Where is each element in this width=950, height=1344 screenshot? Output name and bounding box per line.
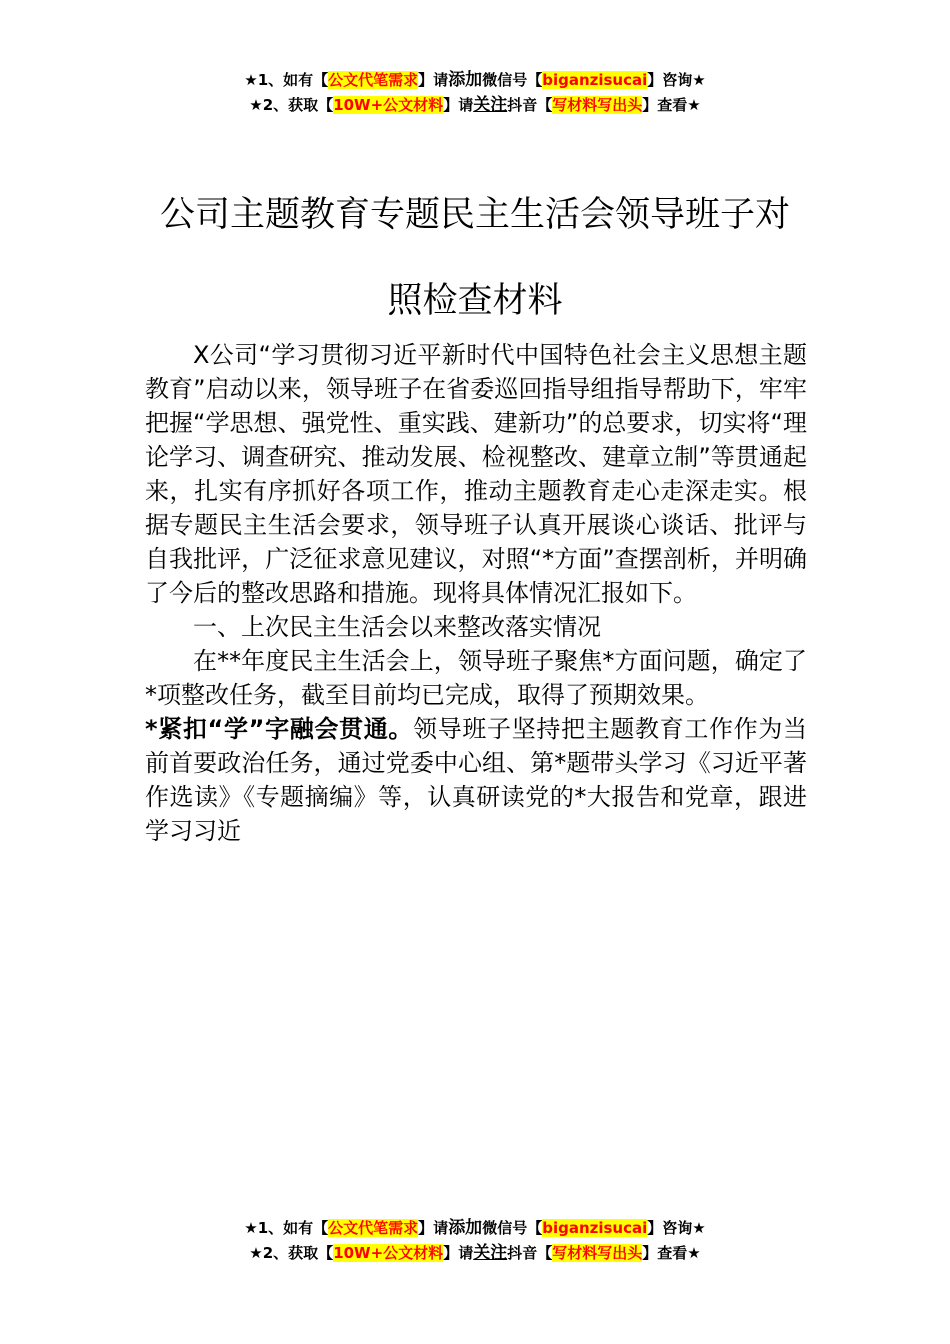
banner-highlight: biganzisucai xyxy=(542,1219,648,1237)
banner-text: ★2、获取【 xyxy=(249,96,334,114)
banner-text: 微信号【 xyxy=(482,71,543,89)
banner-highlight: 公文代笔需求 xyxy=(328,1219,419,1237)
banner-highlight: 公文代笔需求 xyxy=(328,71,419,89)
banner-line-2 xyxy=(0,93,950,118)
title-line-2: 照检查材料 xyxy=(387,281,563,321)
banner-highlight: 写材料写出头 xyxy=(552,96,643,114)
banner-line-1 xyxy=(0,68,950,93)
banner-emphasis: 添加 xyxy=(448,1218,483,1238)
banner-text: 】请 xyxy=(418,1219,449,1237)
document-body xyxy=(145,338,807,848)
paragraph-rectification: 在**年度民主生活会上，领导班子聚焦*方面问题，确定了*项整改任务，截至目前均已完成，取得了预期效果。 xyxy=(145,647,807,709)
footer-banner xyxy=(0,1216,950,1266)
banner-text: 】查看★ xyxy=(642,1244,701,1262)
paragraph-study xyxy=(145,712,807,848)
banner-text: 】咨询★ xyxy=(647,71,706,89)
banner-emphasis: 关注 xyxy=(473,95,508,115)
banner-text: ★1、如有【 xyxy=(244,71,329,89)
banner-text: 】咨询★ xyxy=(647,1219,706,1237)
paragraph-text: 领导班子坚持把主题教育工作作为当前首要政治任务，通过党委中心组、第*题带头学习《习近平著作选读》《专题摘编》等，认真研读党的*大报告和党章，跟进学习习近 xyxy=(145,715,808,845)
banner-text: 抖音【 xyxy=(507,96,553,114)
banner-text: ★1、如有【 xyxy=(244,1219,329,1237)
banner-highlight: 10W+公文材料 xyxy=(333,96,444,114)
banner-highlight: 写材料写出头 xyxy=(552,1244,643,1262)
banner-emphasis: 添加 xyxy=(448,70,483,90)
banner-emphasis: 关注 xyxy=(473,1243,508,1263)
banner-line-2 xyxy=(0,1241,950,1266)
document-title xyxy=(130,172,820,344)
section-heading: 一、上次民主生活会以来整改落实情况 xyxy=(193,613,601,641)
banner-line-1 xyxy=(0,1216,950,1241)
banner-text: 】请 xyxy=(443,96,474,114)
banner-text: 】请 xyxy=(418,71,449,89)
paragraph-intro: X公司“学习贯彻习近平新时代中国特色社会主义思想主题教育”启动以来，领导班子在省委巡回指导组指导帮助下，牢牢把握“学思想、强党性、重实践、建新功”的总要求，切实将“理论学习、调查研究、推动发展、检视整改、建章立制”等贯通起来，扎实有序抓好各项工作，推动主题教育走心走深走实。根据专题民主生活会要求，领导班子认真开展谈心谈话、批评与自我批评，广泛征求意见建议，对照“*方面”查摆剖析，并明确了今后的整改思路和措施。现将具体情况汇报如下。 xyxy=(145,341,807,607)
banner-highlight: biganzisucai xyxy=(542,71,648,89)
paragraph-lead: *紧扣“学”字融会贯通。 xyxy=(145,715,414,743)
banner-text: 】请 xyxy=(443,1244,474,1262)
banner-highlight: 10W+公文材料 xyxy=(333,1244,444,1262)
banner-text: 抖音【 xyxy=(507,1244,553,1262)
banner-text: 】查看★ xyxy=(642,96,701,114)
header-banner xyxy=(0,68,950,118)
banner-text: 微信号【 xyxy=(482,1219,543,1237)
title-line-1: 公司主题教育专题民主生活会领导班子对 xyxy=(159,195,790,235)
banner-text: ★2、获取【 xyxy=(249,1244,334,1262)
